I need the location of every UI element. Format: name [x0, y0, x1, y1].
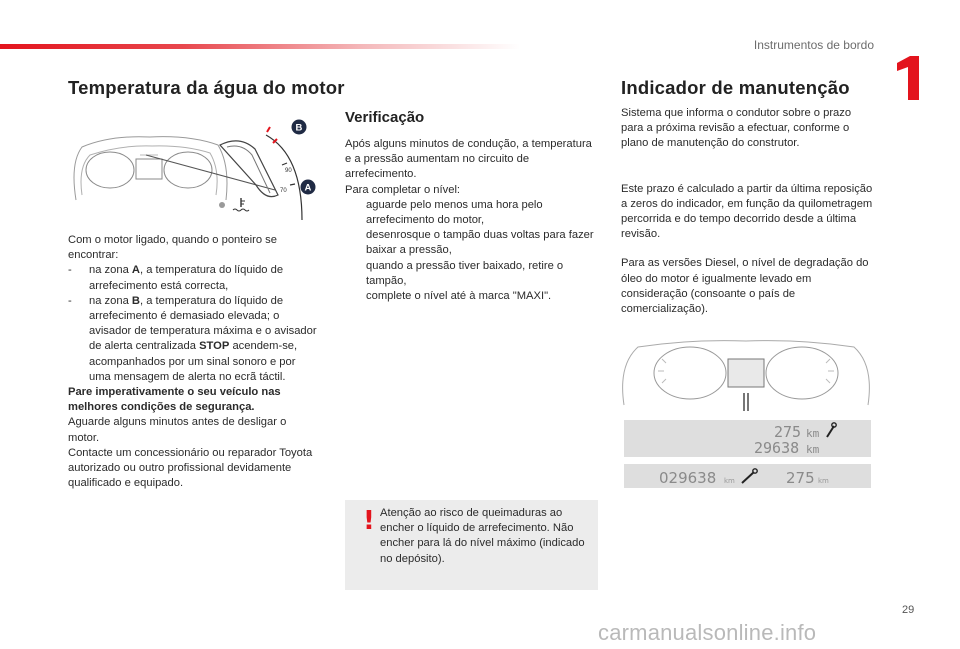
list-item: quando a pressão tiver baixado, retire o tampão, [366, 259, 564, 287]
section-title-maintenance: Indicador de manutenção [621, 77, 850, 98]
chapter-number [895, 56, 920, 100]
list-item: desenrosque o tampão duas voltas para fazer baixar a pressão, [366, 229, 594, 257]
tick-label-lower: 70 [280, 188, 287, 194]
contact-text: Contacte um concessionário ou reparador Toyota autorizado ou outro profissional devidamente qualificado e equipado. [68, 446, 313, 490]
intro-text: Com o motor ligado, quando o ponteiro se encontrar: [68, 234, 277, 262]
header-accent-bar [0, 44, 520, 49]
page-number: 29 [902, 604, 915, 616]
wait-text: Aguarde alguns minutos antes de desligar o motor. [68, 416, 287, 444]
lcd-odometer: 29638 [754, 439, 800, 457]
header-title: Instrumentos de bordo [753, 38, 874, 52]
matrix-service-unit: km [818, 477, 829, 485]
maintenance-display-matrix [624, 464, 871, 488]
matrix-service-distance: 275 [786, 469, 815, 487]
maintenance-p3: Para as versões Diesel, o nível de degradação do óleo do motor é igualmente levado em consideração (consoante o país de comercialização). [621, 257, 869, 316]
section-title-water-temperature: Temperatura da água do motor [68, 77, 345, 98]
steps-intro: Para completar o nível: [345, 183, 461, 196]
dashboard-maintenance-figure [620, 335, 872, 415]
list-item: aguarde pelo menos uma hora pelo arrefecimento do motor, [366, 198, 543, 227]
watermark: carmanualsonline.info [598, 620, 817, 645]
matrix-odometer: 029638 [659, 469, 717, 487]
lcd-unit-1: km [806, 427, 820, 440]
list-item-zone-b: - na zona B, a temperatura do líquido de arrefecimento é demasiado elevada; o avisador de temperatura máxima e o avisador de alerta centralizada STOP acendem-se, acompanhados por um sinal sonoro e por uma mensagem de alerta no ecrã táctil. [68, 294, 317, 383]
maintenance-display-lcd [624, 420, 871, 457]
section-title-verification: Verificação [345, 109, 425, 126]
coolant-temperature-icon [233, 198, 249, 211]
maintenance-p2: Este prazo é calculado a partir da última reposição a zeros do indicador, em função da quilometragem percorrida e do tempo decorrido desde a última revisão. [621, 182, 873, 241]
list-item-zone-a: - na zona A, a temperatura do líquido de arrefecimento está correcta, [68, 264, 284, 292]
verification-intro: Após alguns minutos de condução, a temperatura e a pressão aumentam no circuito de arrefecimento. [345, 138, 592, 181]
maintenance-text [621, 106, 873, 317]
verification-text [345, 137, 597, 304]
lcd-unit-2: km [806, 443, 820, 456]
zone-b-label: B [295, 122, 303, 134]
list-item: complete o nível até à marca "MAXI". [366, 290, 552, 303]
safety-warning: Pare imperativamente o seu veículo nas melhores condições de segurança. [68, 386, 281, 414]
lcd-service-distance: 275 [774, 423, 802, 441]
tick-label-upper: 90 [285, 168, 292, 174]
zone-a-label: A [304, 182, 312, 194]
caution-box [345, 500, 598, 590]
maintenance-p1: Sistema que informa o condutor sobre o prazo para a próxima revisão a efectuar, conforme o plano de manutenção do construtor. [621, 107, 852, 150]
warning-icon: ! [363, 506, 375, 536]
caution-text: Atenção ao risco de queimaduras ao encher o líquido de arrefecimento. Não encher para lá do nível máximo (indicado no depósito). [380, 507, 585, 565]
water-temperature-text [68, 233, 320, 491]
matrix-odo-unit: km [724, 477, 735, 485]
temperature-gauge-figure [70, 115, 320, 220]
indicator-dot [219, 202, 225, 208]
